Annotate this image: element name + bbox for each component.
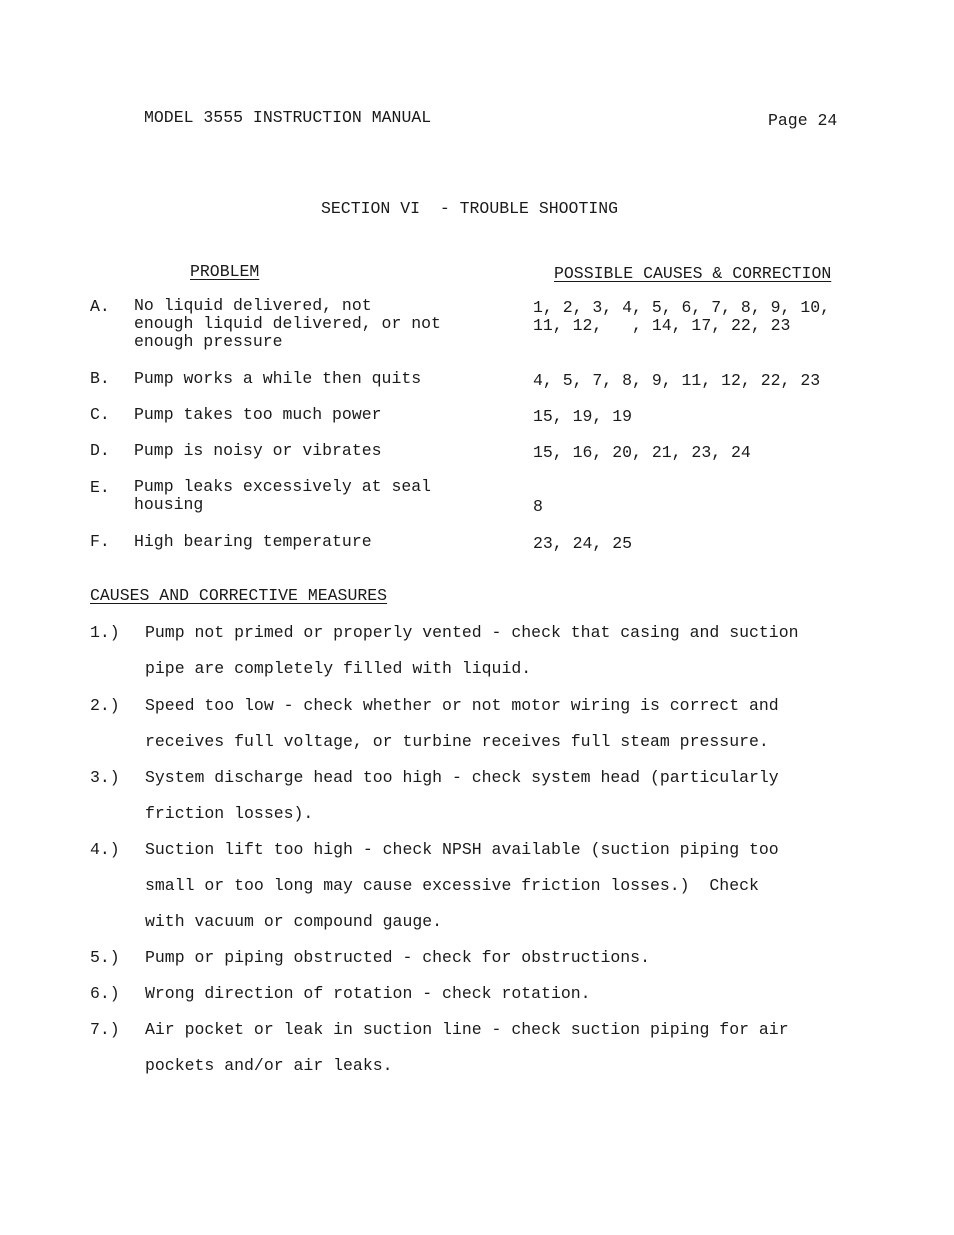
item-number: 2.) xyxy=(90,696,120,715)
item-number: 4.) xyxy=(90,840,120,859)
item-text: Air pocket or leak in suction line - check suction piping for air pockets and/or air leaks. xyxy=(145,1020,789,1075)
problem-text: Pump is noisy or vibrates xyxy=(134,441,382,460)
item-number: 3.) xyxy=(90,768,120,787)
problem-text: Pump leaks excessively at seal housing xyxy=(134,477,432,514)
causes-column-header: POSSIBLE CAUSES & CORRECTION xyxy=(554,264,832,283)
causes-text: 23, 24, 25 xyxy=(533,534,633,553)
item-text: Suction lift too high - check NPSH available (suction piping too small or too long may cause excessive friction losses.) Check with vacuum or compound gauge. xyxy=(145,840,779,931)
causes-text: 4, 5, 7, 8, 9, 11, 12, 22, 23 xyxy=(533,371,821,390)
causes-text: 1, 2, 3, 4, 5, 6, 7, 8, 9, 10, 11, 12, , 14, 17, 22, 23 xyxy=(533,298,831,335)
item-text: Pump not primed or properly vented - check that casing and suction pipe are completely filled with liquid. xyxy=(145,623,799,678)
causes-text: 15, 16, 20, 21, 23, 24 xyxy=(533,443,751,462)
row-letter: F. xyxy=(90,532,110,551)
item-text: Pump or piping obstructed - check for obstructions. xyxy=(145,948,650,967)
problem-text: No liquid delivered, not enough liquid delivered, or not enough pressure xyxy=(134,296,441,351)
row-letter: B. xyxy=(90,369,110,388)
row-letter: D. xyxy=(90,441,110,460)
problem-column-header: PROBLEM xyxy=(190,262,260,281)
manual-title: MODEL 3555 INSTRUCTION MANUAL xyxy=(144,108,432,127)
causes-text: 8 xyxy=(533,497,543,516)
problem-text: Pump takes too much power xyxy=(134,405,382,424)
item-number: 1.) xyxy=(90,623,120,642)
measures-heading: CAUSES AND CORRECTIVE MEASURES xyxy=(90,586,388,605)
page-number: Page 24 xyxy=(768,111,838,130)
item-text: System discharge head too high - check system head (particularly friction losses). xyxy=(145,768,779,823)
item-text: Wrong direction of rotation - check rotation. xyxy=(145,984,591,1003)
row-letter: E. xyxy=(90,478,110,497)
item-number: 5.) xyxy=(90,948,120,967)
row-letter: C. xyxy=(90,405,110,424)
item-number: 7.) xyxy=(90,1020,120,1039)
problem-text: Pump works a while then quits xyxy=(134,369,422,388)
item-text: Speed too low - check whether or not motor wiring is correct and receives full voltage, or turbine receives full steam pressure. xyxy=(145,696,779,751)
problem-text: High bearing temperature xyxy=(134,532,372,551)
causes-text: 15, 19, 19 xyxy=(533,407,633,426)
item-number: 6.) xyxy=(90,984,120,1003)
row-letter: A. xyxy=(90,297,110,316)
section-title: SECTION VI - TROUBLE SHOOTING xyxy=(321,199,619,218)
